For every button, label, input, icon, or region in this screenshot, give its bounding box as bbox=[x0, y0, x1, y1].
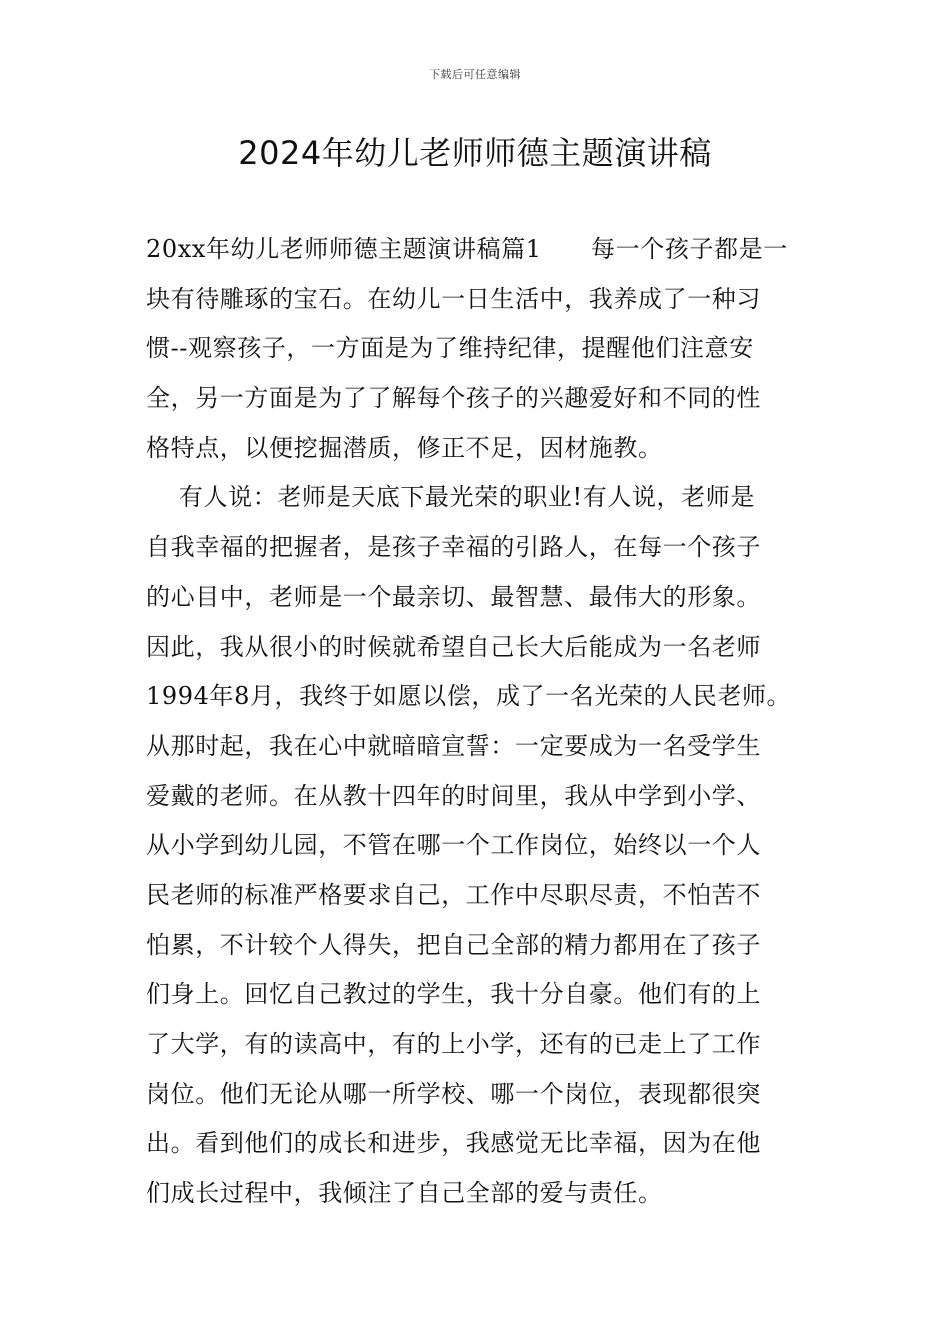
header-note: 下载后可任意编辑 bbox=[429, 68, 521, 81]
body-line: 了大学，有的读高中，有的上小学，还有的已走上了工作 bbox=[146, 1030, 761, 1058]
body-line: 们成长过程中，我倾注了自己全部的爱与责任。 bbox=[146, 1179, 663, 1208]
body-line: 们身上。回忆自己教过的学生，我十分自豪。他们有的上 bbox=[146, 980, 761, 1009]
body-line: 从小学到幼儿园，不管在哪一个工作岗位，始终以一个人 bbox=[146, 831, 761, 860]
body-line: 惯--观察孩子，一方面是为了维持纪律，提醒他们注意安 bbox=[146, 334, 754, 363]
body-line: 的心目中，老师是一个最亲切、最智慧、最伟大的形象。 bbox=[146, 582, 761, 611]
body-line: 怕累，不计较个人得失，把自己全部的精力都用在了孩子 bbox=[146, 930, 761, 959]
body-line: 因此，我从很小的时候就希望自己长大后能成为一名老师 bbox=[146, 632, 761, 661]
document-body bbox=[146, 225, 826, 1219]
body-line: 1994年8月，我终于如愿以偿，成了一名光荣的人民老师。 bbox=[146, 682, 792, 711]
body-line: 全，另一方面是为了了解每个孩子的兴趣爱好和不同的性 bbox=[146, 384, 761, 413]
body-line: 岗位。他们无论从哪一所学校、哪一个岗位，表现都很突 bbox=[146, 1079, 761, 1108]
body-line: 有人说：老师是天底下最光荣的职业!有人说，老师是 bbox=[146, 483, 755, 512]
body-line: 民老师的标准严格要求自己，工作中尽职尽责，不怕苦不 bbox=[146, 880, 761, 909]
body-line: 出。看到他们的成长和进步，我感觉无比幸福，因为在他 bbox=[146, 1129, 761, 1158]
body-line: 格特点，以便挖掘潜质，修正不足，因材施教。 bbox=[146, 433, 663, 462]
body-line: 自我幸福的把握者，是孩子幸福的引路人，在每一个孩子 bbox=[146, 533, 761, 562]
body-line: 块有待雕琢的宝石。在幼儿一日生活中，我养成了一种习 bbox=[146, 284, 761, 313]
body-line: 20xx年幼儿老师师德主题演讲稿篇1 每一个孩子都是一 bbox=[146, 235, 788, 263]
document-title: 2024年幼儿老师师德主题演讲稿 bbox=[238, 134, 712, 172]
body-line: 爱戴的老师。在从教十四年的时间里，我从中学到小学、 bbox=[146, 781, 761, 810]
body-line: 从那时起，我在心中就暗暗宣誓：一定要成为一名受学生 bbox=[146, 731, 761, 760]
